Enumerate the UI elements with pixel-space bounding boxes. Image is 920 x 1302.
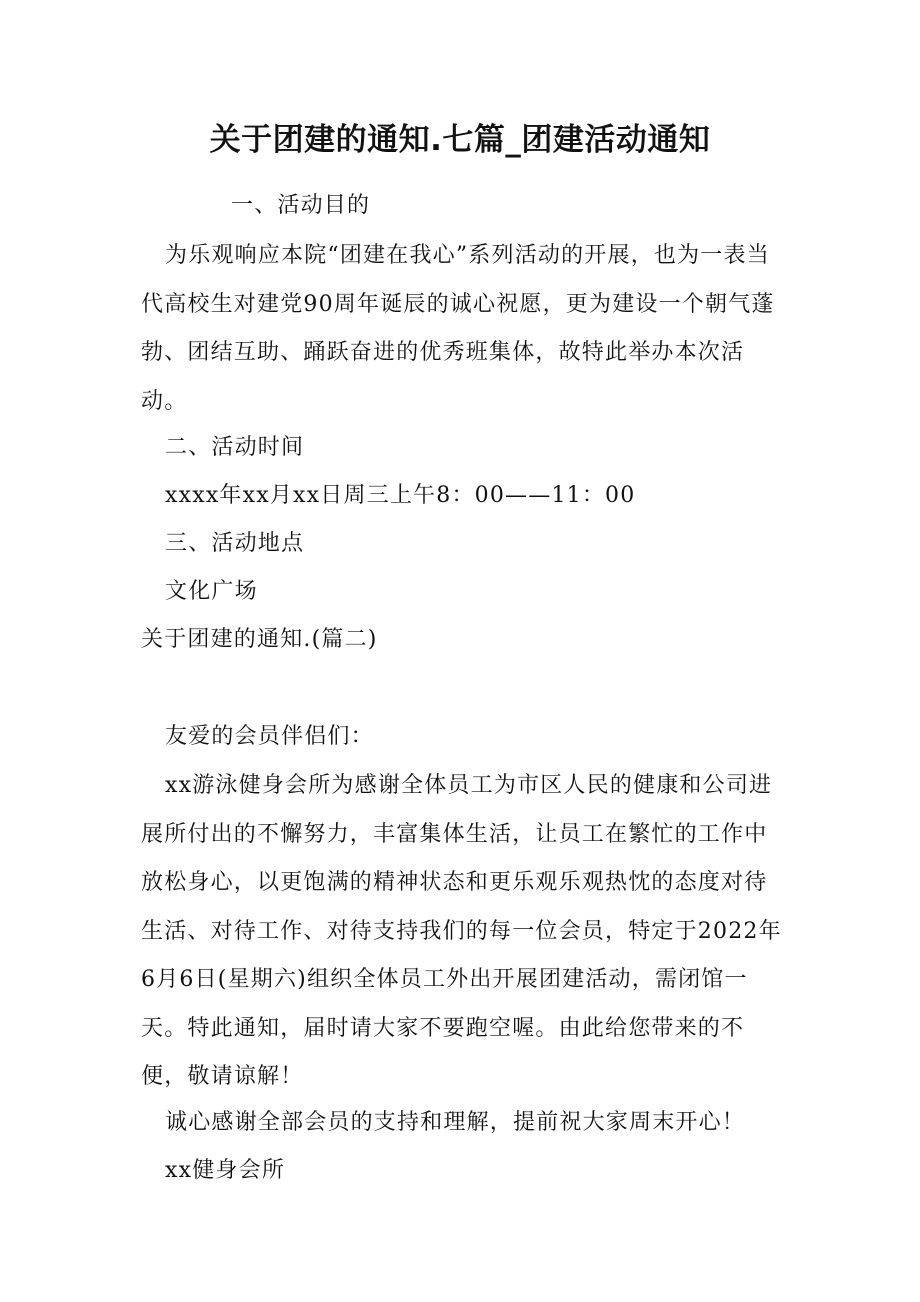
thanks-line: 诚心感谢全部会员的支持和理解，提前祝大家周末开心！ bbox=[165, 1110, 746, 1135]
activity-time: xxxx年xx月xx日周三上午8：00——11：00 bbox=[165, 483, 636, 508]
greeting-line: 友爱的会员伴侣们： bbox=[165, 724, 374, 749]
notice-text: xx游泳健身会所为感谢全体员工为市区人民的健康和公司进展所付出的不懈努力，丰富集体生活，让员工在繁忙的工作中放松身心，以更饱满的精神状态和更乐观乐观热忱的态度对待生活、对待工作、对待支持我们的每一位会员，特定于2022年6月6日(星期六)组织全体员工外出开展团建活动，需闭馆一天。特此通知，届时请大家不要跑空喔。由此给您带来的不便，敬请谅解！ bbox=[141, 773, 782, 1089]
notice-paragraph bbox=[141, 762, 786, 1102]
document-title: 关于团建的通知.七篇_团建活动通知 bbox=[209, 122, 711, 158]
section-heading-place: 三、活动地点 bbox=[165, 531, 305, 556]
purpose-text: 为乐观响应本院“团建在我心”系列活动的开展，也为一表当代高校生对建党90周年诞辰的诚心祝愿，更为建设一个朝气蓬勃、团结互助、踊跃奋进的优秀班集体，故特此举办本次活动。 bbox=[141, 243, 775, 414]
purpose-paragraph bbox=[141, 232, 786, 426]
section-heading-purpose: 一、活动目的 bbox=[231, 193, 371, 218]
section-heading-time: 二、活动时间 bbox=[165, 435, 305, 460]
activity-place: 文化广场 bbox=[165, 579, 258, 604]
signature: xx健身会所 bbox=[165, 1158, 286, 1183]
part-two-subtitle: 关于团建的通知.(篇二) bbox=[141, 627, 378, 652]
